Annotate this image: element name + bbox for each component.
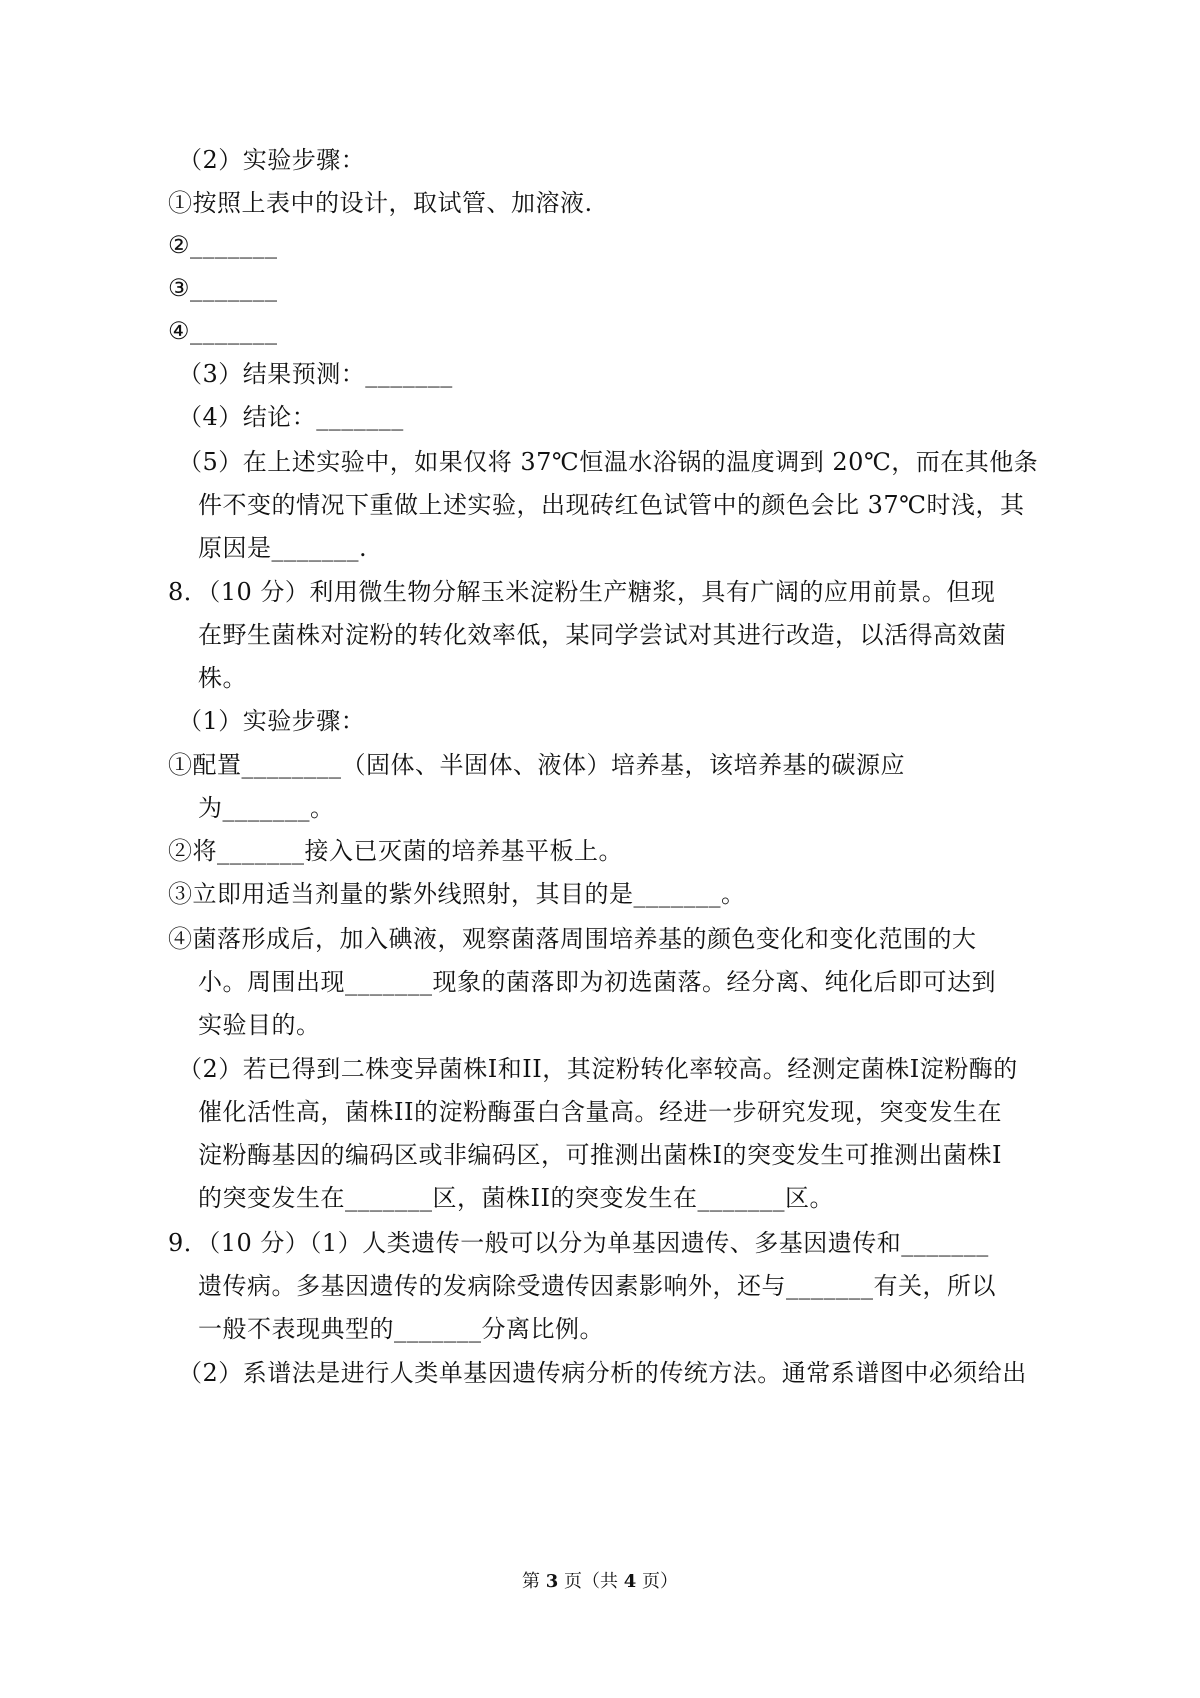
text-line: （4）结论：_______ bbox=[178, 403, 404, 431]
text-line: 株。 bbox=[198, 664, 247, 692]
text-line: 件不变的情况下重做上述实验，出现砖红色试管中的颜色会比 37℃时浅，其 bbox=[198, 491, 1025, 519]
text-line: 原因是_______. bbox=[198, 534, 368, 562]
text-line: 催化活性高，菌株II的淀粉酶蛋白含量高。经进一步研究发现，突变发生在 bbox=[198, 1098, 1002, 1126]
footer-suffix: 页） bbox=[642, 1571, 678, 1592]
text-line: 遗传病。多基因遗传的发病除受遗传因素影响外，还与_______有关，所以 bbox=[198, 1272, 996, 1300]
text-line: 为_______。 bbox=[198, 794, 335, 822]
text-line: ④_______ bbox=[168, 317, 278, 345]
text-line: 实验目的。 bbox=[198, 1011, 321, 1039]
text-line: 一般不表现典型的_______分离比例。 bbox=[198, 1315, 604, 1343]
text-line: 的突变发生在_______区，菌株II的突变发生在_______区。 bbox=[198, 1184, 834, 1212]
text-line: （5）在上述实验中，如果仅将 37℃恒温水浴锅的温度调到 20℃，而在其他条 bbox=[178, 448, 1039, 476]
footer-total-pages: 4 bbox=[623, 1571, 637, 1592]
text-line: ①按照上表中的设计，取试管、加溶液. bbox=[168, 189, 593, 217]
page-footer bbox=[0, 1570, 1200, 1594]
text-line: ③_______ bbox=[168, 274, 278, 302]
text-line: （3）结果预测：_______ bbox=[178, 360, 453, 388]
text-line: （2）若已得到二株变异菌株I和II，其淀粉转化率较高。经测定菌株I淀粉酶的 bbox=[178, 1055, 1018, 1083]
text-line: ②将_______接入已灭菌的培养基平板上。 bbox=[168, 837, 623, 865]
text-line: ①配置________（固体、半固体、液体）培养基，该培养基的碳源应 bbox=[168, 751, 905, 779]
footer-middle: 页（共 bbox=[564, 1571, 618, 1592]
text-line: 在野生菌株对淀粉的转化效率低，某同学尝试对其进行改造，以活得高效菌 bbox=[198, 621, 1007, 649]
text-line: 8．（10 分）利用微生物分解玉米淀粉生产糖浆，具有广阔的应用前景。但现 bbox=[168, 578, 996, 606]
text-line: （1）实验步骤： bbox=[178, 707, 366, 735]
text-line: ②_______ bbox=[168, 231, 278, 259]
footer-page-number: 3 bbox=[545, 1571, 559, 1592]
text-line: ④菌落形成后，加入碘液，观察菌落周围培养基的颜色变化和变化范围的大 bbox=[168, 925, 977, 953]
text-line: （2）实验步骤： bbox=[178, 146, 366, 174]
text-line: 淀粉酶基因的编码区或非编码区，可推测出菌株I的突变发生可推测出菌株I bbox=[198, 1141, 1002, 1169]
text-line: 9．（10 分）（1）人类遗传一般可以分为单基因遗传、多基因遗传和_______ bbox=[168, 1229, 989, 1257]
footer-prefix: 第 bbox=[522, 1571, 540, 1592]
text-line: （2）系谱法是进行人类单基因遗传病分析的传统方法。通常系谱图中必须给出 bbox=[178, 1359, 1027, 1387]
text-line: 小。周围出现_______现象的菌落即为初选菌落。经分离、纯化后即可达到 bbox=[198, 968, 996, 996]
text-line: ③立即用适当剂量的紫外线照射，其目的是_______。 bbox=[168, 880, 746, 908]
